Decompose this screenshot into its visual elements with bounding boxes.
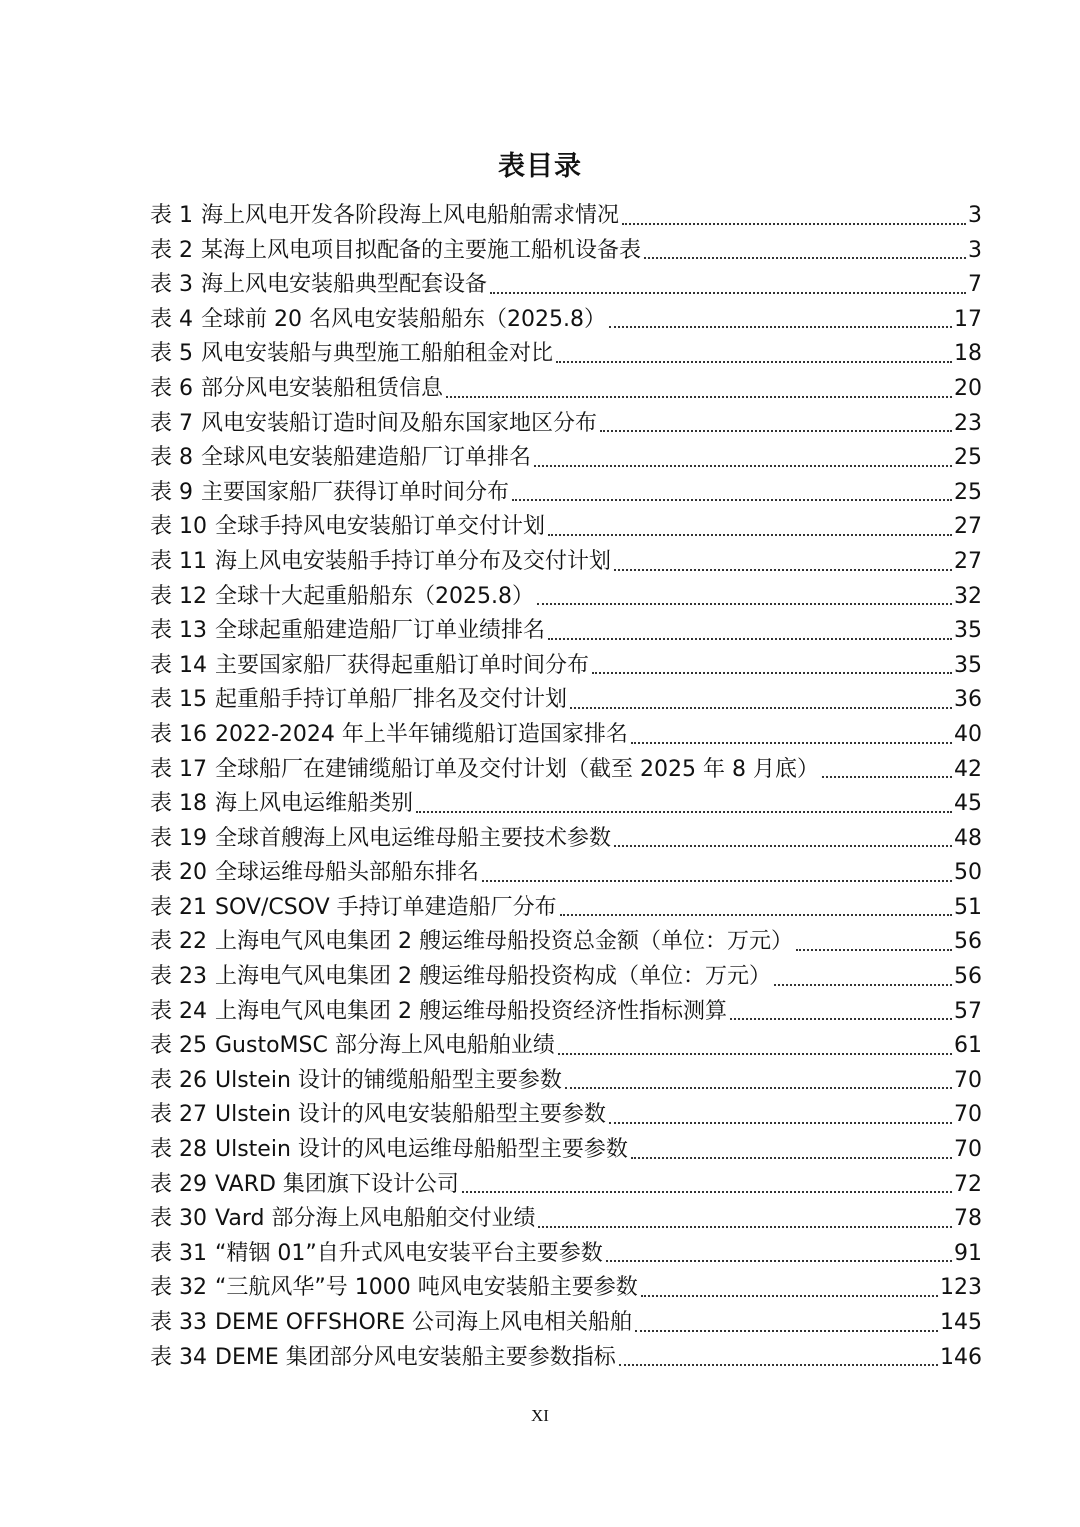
toc-entry-title: 部分风电安装船租赁信息: [201, 375, 444, 401]
toc-entry-label: 表 5: [150, 341, 193, 367]
toc-entry-title: 海上风电安装船典型配套设备: [201, 272, 488, 298]
toc-entry-label: 表 33: [150, 1310, 207, 1335]
toc-entry-title: “精铟 01”自升式风电安装平台主要参数: [215, 1240, 603, 1266]
toc-entry-title: Vard 部分海上风电船舶交付业绩: [215, 1206, 536, 1232]
dot-leader: [631, 742, 952, 744]
toc-entry-title: Ulstein 设计的风电运维母船船型主要参数: [215, 1137, 628, 1163]
toc-entry-page-number: 25: [954, 479, 982, 505]
toc-entry-label: 表 15: [150, 687, 207, 713]
toc-entry-title: DEME 集团部分风电安装船主要参数指标: [215, 1344, 616, 1370]
dot-leader: [641, 1295, 938, 1297]
toc-entry[interactable]: [150, 649, 982, 684]
toc-entry[interactable]: [150, 891, 982, 926]
toc-entry-label: 表 24: [150, 998, 207, 1024]
dot-leader: [482, 880, 952, 882]
dot-leader: [548, 534, 952, 536]
toc-entry[interactable]: [150, 199, 982, 234]
toc-entry-title: 主要国家船厂获得起重船订单时间分布: [215, 652, 590, 678]
dot-leader: [606, 1260, 952, 1262]
toc-entry[interactable]: [150, 580, 982, 615]
toc-entry-page-number: 7: [968, 272, 982, 298]
toc-entry[interactable]: [150, 1341, 982, 1376]
dot-leader: [548, 638, 952, 640]
toc-entry-page-number: 123: [940, 1275, 982, 1301]
toc-entry-page-number: 70: [954, 1102, 982, 1128]
toc-entry-label: 表 22: [150, 929, 207, 955]
toc-entry[interactable]: [150, 1271, 982, 1306]
toc-entry-title: 起重船手持订单船厂排名及交付计划: [215, 687, 568, 713]
toc-entry[interactable]: [150, 1098, 982, 1133]
toc-entry-page-number: 40: [954, 721, 982, 747]
dot-leader: [614, 845, 952, 847]
toc-entry-page-number: 18: [954, 341, 982, 367]
toc-entry-title: VARD 集团旗下设计公司: [215, 1171, 459, 1197]
toc-entry-label: 表 16: [150, 721, 207, 747]
toc-entry[interactable]: [150, 1202, 982, 1237]
toc-entry-page-number: 61: [954, 1033, 982, 1059]
toc-entry-label: 表 4: [150, 306, 193, 332]
dot-leader: [622, 223, 966, 225]
toc-entry-title: 全球十大起重船船东（2025.8）: [215, 583, 534, 609]
dot-leader: [512, 499, 952, 501]
toc-entry[interactable]: [150, 407, 982, 442]
toc-entry[interactable]: [150, 753, 982, 788]
toc-entry[interactable]: [150, 1133, 982, 1168]
toc-entry-page-number: 57: [954, 998, 982, 1024]
toc-entry-title: 风电安装船订造时间及船东国家地区分布: [201, 410, 598, 436]
toc-entry[interactable]: [150, 614, 982, 649]
toc-entry-title: “三航风华”号 1000 吨风电安装船主要参数: [215, 1275, 638, 1301]
dot-leader: [609, 1122, 952, 1124]
toc-entry[interactable]: [150, 995, 982, 1030]
toc-entry-label: 表 32: [150, 1275, 207, 1301]
toc-entry-page-number: 56: [954, 929, 982, 955]
toc-entry[interactable]: [150, 337, 982, 372]
dot-leader: [560, 914, 952, 916]
toc-entry[interactable]: [150, 1029, 982, 1064]
toc-entry-page-number: 70: [954, 1067, 982, 1093]
toc-entry-page-number: 42: [954, 756, 982, 782]
toc-entry-page-number: 3: [968, 203, 982, 228]
toc-entry[interactable]: [150, 268, 982, 303]
toc-entry-label: 表 25: [150, 1033, 207, 1059]
toc-entry[interactable]: [150, 960, 982, 995]
toc-entry-title: 全球船厂在建铺缆船订单及交付计划（截至 2025 年 8 月底）: [215, 756, 819, 782]
toc-entry-page-number: 27: [954, 514, 982, 540]
dot-leader: [822, 776, 952, 778]
toc-entry-title: 海上风电安装船手持订单分布及交付计划: [215, 548, 612, 574]
toc-entry-page-number: 72: [954, 1171, 982, 1197]
toc-entry-page-number: 51: [954, 894, 982, 920]
dot-leader: [600, 430, 952, 432]
toc-entry-title: 全球起重船建造船厂订单业绩排名: [215, 618, 546, 644]
toc-title: 表目录: [498, 151, 582, 182]
toc-entry-title: 全球运维母船头部船东排名: [215, 860, 480, 886]
dot-leader: [796, 949, 952, 951]
toc-entry-label: 表 13: [150, 618, 207, 644]
toc-entry[interactable]: [150, 545, 982, 580]
toc-entry-label: 表 19: [150, 825, 207, 851]
toc-entry-page-number: 36: [954, 687, 982, 713]
toc-entry-page-number: 91: [954, 1240, 982, 1266]
toc-entry-title: 海上风电运维船类别: [215, 791, 414, 817]
toc-entry-title: SOV/CSOV 手持订单建造船厂分布: [215, 894, 557, 920]
toc-entry-title: 上海电气风电集团 2 艘运维母船投资构成（单位：万元）: [215, 964, 771, 990]
toc-entry-page-number: 17: [954, 306, 982, 332]
toc-entry[interactable]: [150, 372, 982, 407]
dot-leader: [644, 257, 966, 259]
toc-entry-title: 全球风电安装船建造船厂订单排名: [201, 445, 532, 471]
toc-entry-title: 全球手持风电安装船订单交付计划: [215, 514, 546, 540]
toc-entry[interactable]: [150, 856, 982, 891]
toc-entry[interactable]: [150, 1168, 982, 1203]
toc-entry-title: 上海电气风电集团 2 艘运维母船投资总金额（单位：万元）: [215, 929, 793, 955]
toc-entry[interactable]: [150, 234, 982, 269]
toc-entry-page-number: 35: [954, 618, 982, 644]
toc-entry-label: 表 17: [150, 756, 207, 782]
toc-entry-title: 某海上风电项目拟配备的主要施工船机设备表: [201, 237, 642, 263]
toc-entry-label: 表 2: [150, 237, 193, 263]
dot-leader: [631, 1157, 952, 1159]
toc-entry-title: DEME OFFSHORE 公司海上风电相关船舶: [215, 1310, 632, 1335]
toc-entry[interactable]: [150, 1306, 982, 1341]
toc-entry-page-number: 145: [940, 1310, 982, 1335]
toc-entry-page-number: 78: [954, 1206, 982, 1232]
toc-entry-label: 表 7: [150, 410, 193, 436]
toc-entry-title: GustoMSC 部分海上风电船舶业绩: [215, 1033, 555, 1059]
dot-leader: [565, 1087, 952, 1089]
toc-entry-label: 表 11: [150, 548, 207, 574]
toc-entry-label: 表 29: [150, 1171, 207, 1197]
toc-entry-title: 全球前 20 名风电安装船船东（2025.8）: [201, 306, 606, 332]
toc-entry-label: 表 3: [150, 272, 193, 298]
dot-leader: [619, 1364, 938, 1366]
toc-entry-page-number: 27: [954, 548, 982, 574]
dot-leader: [614, 569, 952, 571]
toc-entry[interactable]: [150, 822, 982, 857]
toc-entry[interactable]: [150, 787, 982, 822]
toc-entry-page-number: 23: [954, 410, 982, 436]
toc-entry-page-number: 45: [954, 791, 982, 817]
toc-entry-label: 表 26: [150, 1067, 207, 1093]
toc-entry[interactable]: [150, 1237, 982, 1272]
toc-entry-title: Ulstein 设计的风电安装船船型主要参数: [215, 1102, 606, 1128]
toc-entry-label: 表 10: [150, 514, 207, 540]
toc-entry-page-number: 146: [940, 1344, 982, 1370]
toc-entry-label: 表 21: [150, 894, 207, 920]
table-of-contents-list: [150, 199, 982, 1375]
toc-entry-page-number: 32: [954, 583, 982, 609]
toc-entry-label: 表 31: [150, 1240, 207, 1266]
dot-leader: [416, 811, 952, 813]
toc-entry-title: 2022-2024 年上半年铺缆船订造国家排名: [215, 721, 628, 747]
toc-entry[interactable]: [150, 925, 982, 960]
toc-entry-page-number: 48: [954, 825, 982, 851]
toc-entry[interactable]: [150, 683, 982, 718]
toc-entry[interactable]: [150, 510, 982, 545]
dot-leader: [635, 1330, 938, 1332]
toc-entry-title: Ulstein 设计的铺缆船船型主要参数: [215, 1067, 562, 1093]
toc-entry-label: 表 6: [150, 375, 193, 401]
toc-entry-label: 表 14: [150, 652, 207, 678]
toc-entry-label: 表 20: [150, 860, 207, 886]
toc-entry[interactable]: [150, 476, 982, 511]
toc-entry-title: 上海电气风电集团 2 艘运维母船投资经济性指标测算: [215, 998, 727, 1024]
dot-leader: [556, 361, 952, 363]
toc-entry-page-number: 70: [954, 1137, 982, 1163]
page-number: XI: [531, 1406, 549, 1425]
dot-leader: [570, 707, 952, 709]
toc-entry-label: 表 9: [150, 479, 193, 505]
toc-entry-label: 表 1: [150, 203, 193, 228]
toc-entry-label: 表 18: [150, 791, 207, 817]
dot-leader: [558, 1053, 952, 1055]
toc-entry[interactable]: [150, 1064, 982, 1099]
dot-leader: [446, 396, 952, 398]
dot-leader: [538, 1226, 952, 1228]
toc-entry-page-number: 3: [968, 237, 982, 263]
dot-leader: [534, 465, 952, 467]
dot-leader: [592, 672, 952, 674]
dot-leader: [609, 326, 952, 328]
toc-entry-page-number: 20: [954, 375, 982, 401]
toc-entry-label: 表 8: [150, 445, 193, 471]
toc-entry-label: 表 34: [150, 1344, 207, 1370]
toc-entry[interactable]: [150, 718, 982, 753]
toc-entry-label: 表 27: [150, 1102, 207, 1128]
dot-leader: [490, 292, 966, 294]
toc-entry-page-number: 50: [954, 860, 982, 886]
toc-entry-label: 表 12: [150, 583, 207, 609]
toc-entry[interactable]: [150, 441, 982, 476]
toc-entry-title: 风电安装船与典型施工船舶租金对比: [201, 341, 554, 367]
dot-leader: [462, 1191, 952, 1193]
toc-entry-title: 主要国家船厂获得订单时间分布: [201, 479, 510, 505]
toc-entry-label: 表 28: [150, 1137, 207, 1163]
toc-entry-page-number: 35: [954, 652, 982, 678]
toc-entry-page-number: 25: [954, 445, 982, 471]
toc-entry-title: 海上风电开发各阶段海上风电船舶需求情况: [201, 203, 620, 228]
toc-entry-label: 表 30: [150, 1206, 207, 1232]
toc-entry-title: 全球首艘海上风电运维母船主要技术参数: [215, 825, 612, 851]
toc-entry-label: 表 23: [150, 964, 207, 990]
dot-leader: [730, 1018, 952, 1020]
toc-entry-page-number: 56: [954, 964, 982, 990]
toc-entry[interactable]: [150, 303, 982, 338]
dot-leader: [774, 984, 952, 986]
dot-leader: [537, 603, 952, 605]
